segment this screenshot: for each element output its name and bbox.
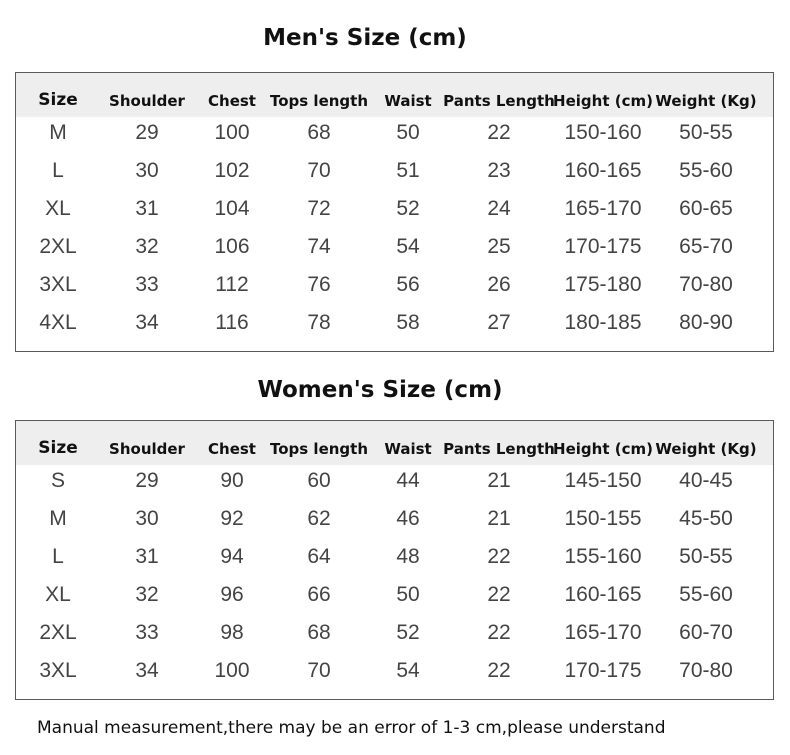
men-table-header-row — [16, 73, 773, 117]
women-size-title: Women's Size (cm) — [257, 377, 503, 403]
table-cell-chest: 104 — [214, 197, 250, 220]
table-cell-shoulder: 31 — [135, 545, 159, 568]
table-cell-pants-length: 22 — [487, 621, 511, 644]
table-cell-shoulder: 33 — [135, 273, 159, 296]
women-column-header-waist: Waist — [384, 440, 432, 458]
table-cell-size: 2XL — [39, 621, 77, 644]
table-cell-weight: 70-80 — [679, 273, 733, 296]
table-cell-height: 155-160 — [564, 545, 642, 568]
table-cell-size: 3XL — [39, 659, 77, 682]
table-cell-pants-length: 21 — [487, 507, 511, 530]
table-cell-shoulder: 29 — [135, 469, 159, 492]
table-cell-pants-length: 26 — [487, 273, 511, 296]
table-cell-weight: 55-60 — [679, 583, 733, 606]
table-cell-pants-length: 25 — [487, 235, 511, 258]
table-cell-chest: 102 — [214, 159, 250, 182]
table-cell-chest: 92 — [220, 507, 244, 530]
table-cell-shoulder: 32 — [135, 583, 159, 606]
table-cell-size: 2XL — [39, 235, 77, 258]
table-cell-height: 160-165 — [564, 159, 642, 182]
table-cell-height: 170-175 — [564, 235, 642, 258]
table-cell-height: 165-170 — [564, 621, 642, 644]
table-cell-pants-length: 27 — [487, 311, 511, 334]
measurement-footnote: Manual measurement,there may be an error of 1-3 cm,please understand — [37, 718, 666, 738]
table-cell-height: 150-160 — [564, 121, 642, 144]
men-column-header-size: Size — [38, 90, 78, 110]
table-cell-weight: 40-45 — [679, 469, 733, 492]
table-cell-weight: 50-55 — [679, 121, 733, 144]
table-cell-chest: 94 — [220, 545, 244, 568]
table-cell-shoulder: 30 — [135, 159, 159, 182]
women-column-header-chest: Chest — [208, 440, 256, 458]
table-cell-waist: 52 — [396, 621, 420, 644]
table-cell-chest: 98 — [220, 621, 244, 644]
women-column-header-shoulder: Shoulder — [109, 440, 185, 458]
table-cell-tops-length: 74 — [307, 235, 331, 258]
table-cell-weight: 65-70 — [679, 235, 733, 258]
table-cell-pants-length: 22 — [487, 659, 511, 682]
table-cell-size: XL — [45, 583, 71, 606]
women-column-header-weight: Weight (Kg) — [655, 440, 757, 458]
men-column-header-height: Height (cm) — [553, 92, 653, 110]
table-cell-waist: 54 — [396, 235, 420, 258]
women-table-header-row — [16, 421, 773, 465]
table-cell-chest: 96 — [220, 583, 244, 606]
table-cell-chest: 100 — [214, 659, 250, 682]
men-column-header-pants-length: Pants Length — [443, 92, 555, 110]
table-cell-shoulder: 29 — [135, 121, 159, 144]
table-cell-height: 175-180 — [564, 273, 642, 296]
table-cell-pants-length: 23 — [487, 159, 511, 182]
women-column-header-size: Size — [38, 438, 78, 458]
table-cell-size: L — [52, 159, 64, 182]
table-cell-chest: 100 — [214, 121, 250, 144]
table-cell-waist: 51 — [396, 159, 420, 182]
women-size-table — [15, 420, 774, 700]
table-cell-size: L — [52, 545, 64, 568]
table-cell-height: 150-155 — [564, 507, 642, 530]
table-cell-tops-length: 72 — [307, 197, 331, 220]
table-cell-pants-length: 24 — [487, 197, 511, 220]
table-cell-tops-length: 68 — [307, 621, 331, 644]
men-column-header-chest: Chest — [208, 92, 256, 110]
table-cell-tops-length: 78 — [307, 311, 331, 334]
table-cell-tops-length: 68 — [307, 121, 331, 144]
table-cell-shoulder: 33 — [135, 621, 159, 644]
table-cell-chest: 90 — [220, 469, 244, 492]
table-cell-size: XL — [45, 197, 71, 220]
table-cell-size: S — [50, 469, 66, 492]
table-cell-shoulder: 31 — [135, 197, 159, 220]
men-column-header-weight: Weight (Kg) — [655, 92, 757, 110]
table-cell-height: 165-170 — [564, 197, 642, 220]
men-size-table — [15, 72, 774, 352]
table-cell-chest: 106 — [214, 235, 250, 258]
table-cell-pants-length: 21 — [487, 469, 511, 492]
table-cell-waist: 50 — [396, 583, 420, 606]
women-column-header-height: Height (cm) — [553, 440, 653, 458]
table-cell-tops-length: 70 — [307, 659, 331, 682]
table-cell-size: M — [49, 121, 67, 144]
table-cell-weight: 60-65 — [679, 197, 733, 220]
table-cell-height: 145-150 — [564, 469, 642, 492]
table-cell-weight: 55-60 — [679, 159, 733, 182]
table-cell-shoulder: 34 — [135, 659, 159, 682]
table-cell-pants-length: 22 — [487, 583, 511, 606]
table-cell-waist: 52 — [396, 197, 420, 220]
table-cell-weight: 70-80 — [679, 659, 733, 682]
table-cell-waist: 50 — [396, 121, 420, 144]
table-cell-tops-length: 62 — [307, 507, 331, 530]
table-cell-shoulder: 34 — [135, 311, 159, 334]
table-cell-size: M — [49, 507, 67, 530]
table-cell-waist: 56 — [396, 273, 420, 296]
table-cell-shoulder: 32 — [135, 235, 159, 258]
table-cell-weight: 50-55 — [679, 545, 733, 568]
table-cell-waist: 54 — [396, 659, 420, 682]
women-column-header-tops-length: Tops length — [269, 440, 369, 458]
table-cell-weight: 60-70 — [679, 621, 733, 644]
table-cell-waist: 58 — [396, 311, 420, 334]
table-cell-pants-length: 22 — [487, 545, 511, 568]
table-cell-weight: 45-50 — [679, 507, 733, 530]
table-cell-waist: 44 — [396, 469, 420, 492]
table-cell-chest: 112 — [215, 273, 249, 296]
table-cell-tops-length: 60 — [307, 469, 331, 492]
table-cell-tops-length: 64 — [307, 545, 331, 568]
men-size-title: Men's Size (cm) — [263, 25, 467, 51]
table-cell-waist: 48 — [396, 545, 420, 568]
table-cell-waist: 46 — [396, 507, 420, 530]
table-cell-tops-length: 76 — [307, 273, 331, 296]
table-cell-size: 4XL — [39, 311, 77, 334]
table-cell-size: 3XL — [39, 273, 77, 296]
table-cell-pants-length: 22 — [487, 121, 511, 144]
table-cell-tops-length: 66 — [307, 583, 331, 606]
table-cell-height: 160-165 — [564, 583, 642, 606]
men-column-header-tops-length: Tops length — [269, 92, 369, 110]
table-cell-shoulder: 30 — [135, 507, 159, 530]
table-cell-weight: 80-90 — [679, 311, 733, 334]
table-cell-chest: 116 — [215, 311, 249, 334]
men-column-header-shoulder: Shoulder — [109, 92, 185, 110]
table-cell-height: 170-175 — [564, 659, 642, 682]
table-cell-tops-length: 70 — [307, 159, 331, 182]
women-column-header-pants-length: Pants Length — [443, 440, 555, 458]
men-column-header-waist: Waist — [384, 92, 432, 110]
table-cell-height: 180-185 — [564, 311, 642, 334]
